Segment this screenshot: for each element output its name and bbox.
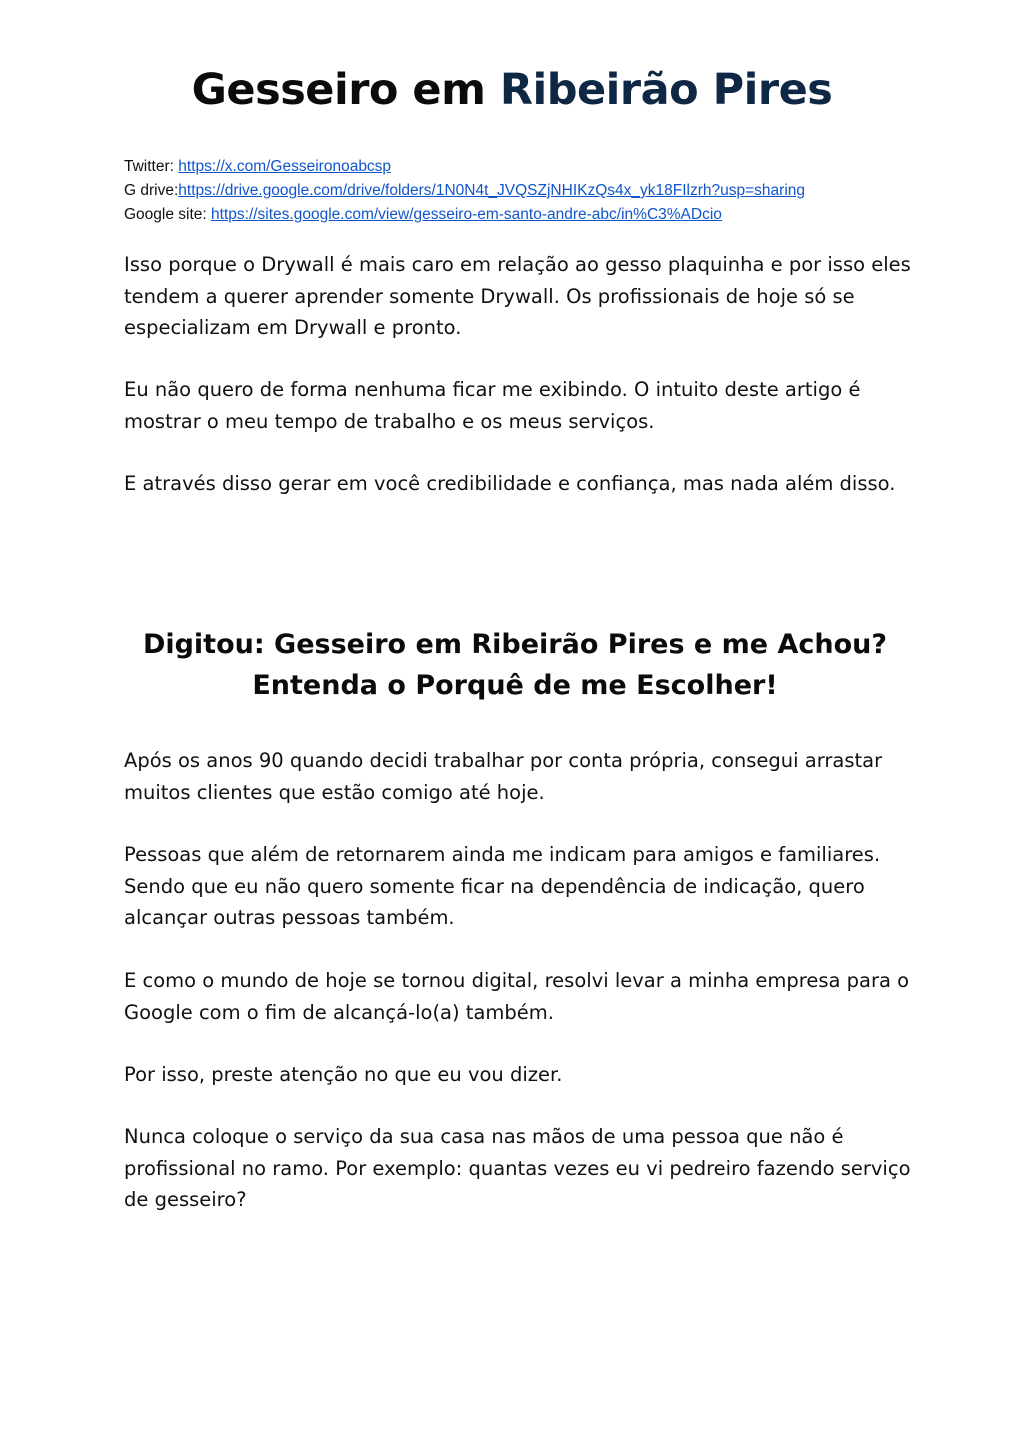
link-twitter[interactable]: https://x.com/Gesseironoabcsp <box>178 158 392 175</box>
paragraph: Após os anos 90 quando decidi trabalhar por conta própria, consegui arrastar muitos clientes que estão comigo até hoje. <box>124 749 883 804</box>
section1-paragraph-2 <box>124 374 914 437</box>
paragraph: Nunca coloque o serviço da sua casa nas mãos de uma pessoa que não é profissional no ramo. Por exemplo: quantas vezes eu vi pedreiro fazendo serviço de gesseiro? <box>124 1125 911 1211</box>
paragraph: Pessoas que além de retornarem ainda me indicam para amigos e familiares. Sendo que eu não quero somente ficar na dependência de indicação, quero alcançar outras pessoas também. <box>124 843 881 929</box>
title-main: Gesseiro em <box>191 65 500 115</box>
link-label-twitter: Twitter: <box>124 158 179 175</box>
title-accent: Ribeirão Pires <box>499 65 833 115</box>
link-gdrive[interactable]: https://drive.google.com/drive/folders/1N0N4t_JVQSZjNHIKzQs4x_yk18FIlzrh?usp=sharing <box>178 182 806 199</box>
link-row-twitter <box>124 155 924 179</box>
link-row-gdrive <box>124 179 924 203</box>
link-label-gdrive: G drive: <box>124 182 179 199</box>
section1-paragraph-3 <box>124 468 914 500</box>
section-heading: Digitou: Gesseiro em Ribeirão Pires e me Achou? Entenda o Porquê de me Escolher! <box>142 629 888 701</box>
section2-paragraph-4 <box>124 1059 914 1091</box>
paragraph: Por isso, preste atenção no que eu vou dizer. <box>124 1063 563 1086</box>
section1-paragraph-1 <box>124 249 914 344</box>
paragraph: Eu não quero de forma nenhuma ficar me exibindo. O intuito deste artigo é mostrar o meu tempo de trabalho e os meus serviços. <box>124 378 861 433</box>
page-title <box>0 62 1024 118</box>
links-list <box>124 155 924 227</box>
section2-paragraph-2 <box>124 839 914 934</box>
section2-paragraph-1 <box>124 745 914 808</box>
section2-paragraph-5 <box>124 1121 914 1216</box>
link-label-google-site: Google site: <box>124 206 212 223</box>
paragraph: E através disso gerar em você credibilidade e confiança, mas nada além disso. <box>124 472 896 495</box>
link-row-google-site <box>124 203 924 227</box>
paragraph: Isso porque o Drywall é mais caro em relação ao gesso plaquinha e por isso eles tendem a querer aprender somente Drywall. Os profissionais de hoje só se especializam em Drywall e pronto. <box>124 253 911 339</box>
section2-paragraph-3 <box>124 965 914 1028</box>
link-google-site[interactable]: https://sites.google.com/view/gesseiro-em-santo-andre-abc/in%C3%ADcio <box>211 206 722 223</box>
paragraph: E como o mundo de hoje se tornou digital, resolvi levar a minha empresa para o Google com o fim de alcançá-lo(a) também. <box>124 969 910 1024</box>
